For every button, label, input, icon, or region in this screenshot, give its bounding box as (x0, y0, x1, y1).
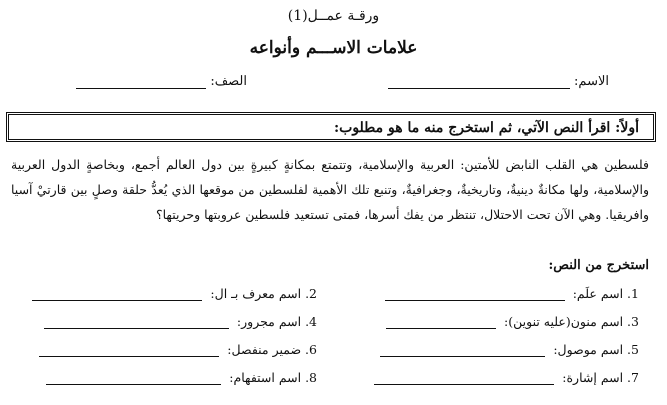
answer-line[interactable] (46, 372, 221, 385)
answer-line[interactable] (39, 344, 219, 357)
reading-passage: فلسطين هي القلب النابض للأمتين: العربية والإسلامية، وتتمتع بمكانةٍ كبيرةٍ بين دول العالم أجمع، وبخاصةٍ الدول العربية والإسلامية، ولها مكانةٌ دينيةٌ، وتاريخيةٌ، وجغرافيةٌ، وتنبع تلك الأهمية لفلسطين من موقعها الذي يُعدُّ حلقة وصلٍ بين قارتيْ آسيا وافريقيا. وهي الآن تحت الاحتلال، تنتظر من يفك أسرها، فمتى تستعيد فلسطين عروبتها وحريتها؟ (11, 157, 649, 222)
answer-line[interactable] (44, 316, 229, 329)
page-title: علامات الاســـم وأنواعه (249, 38, 418, 58)
exercise-item (44, 314, 317, 329)
class-input-line[interactable] (76, 76, 206, 89)
exercise-item (380, 342, 639, 357)
class-field (76, 74, 247, 89)
question-box (6, 112, 656, 142)
answer-line[interactable] (386, 316, 496, 329)
exercise-item-label: 1. اسم علَم: (572, 286, 639, 301)
answer-line[interactable] (385, 288, 565, 301)
exercise-item-label: 4. اسم مجرور: (236, 314, 317, 329)
answer-line[interactable] (380, 344, 545, 357)
name-field (388, 74, 609, 89)
exercise-item (374, 370, 639, 385)
answer-line[interactable] (374, 372, 554, 385)
name-input-line[interactable] (388, 76, 570, 89)
exercise-item-label: 2. اسم معرف بـ ال: (210, 286, 317, 301)
worksheet-title: ورقـة عمــل(1) (287, 8, 380, 24)
exercise-item-label: 7. اسم إشارة: (562, 370, 639, 385)
exercise-item (46, 370, 317, 385)
exercise-item-label: 8. اسم استفهام: (229, 370, 317, 385)
exercise-item-label: 3. اسم منون(عليه تنوين): (504, 314, 639, 329)
extract-heading: استخرج من النص: (548, 258, 649, 273)
exercise-item-label: 6. ضمير منفصل: (227, 342, 317, 357)
name-label: الاسم: (574, 74, 609, 89)
exercise-item (32, 286, 317, 301)
class-label: الصف: (210, 74, 247, 89)
exercise-item (385, 286, 639, 301)
answer-line[interactable] (32, 288, 202, 301)
exercise-item-label: 5. اسم موصول: (553, 342, 639, 357)
question-text: أولاً: اقرأ النص الآتي، ثم استخرج منه ما هو مطلوب: (333, 120, 639, 136)
exercise-item (386, 314, 639, 329)
exercise-item (39, 342, 317, 357)
